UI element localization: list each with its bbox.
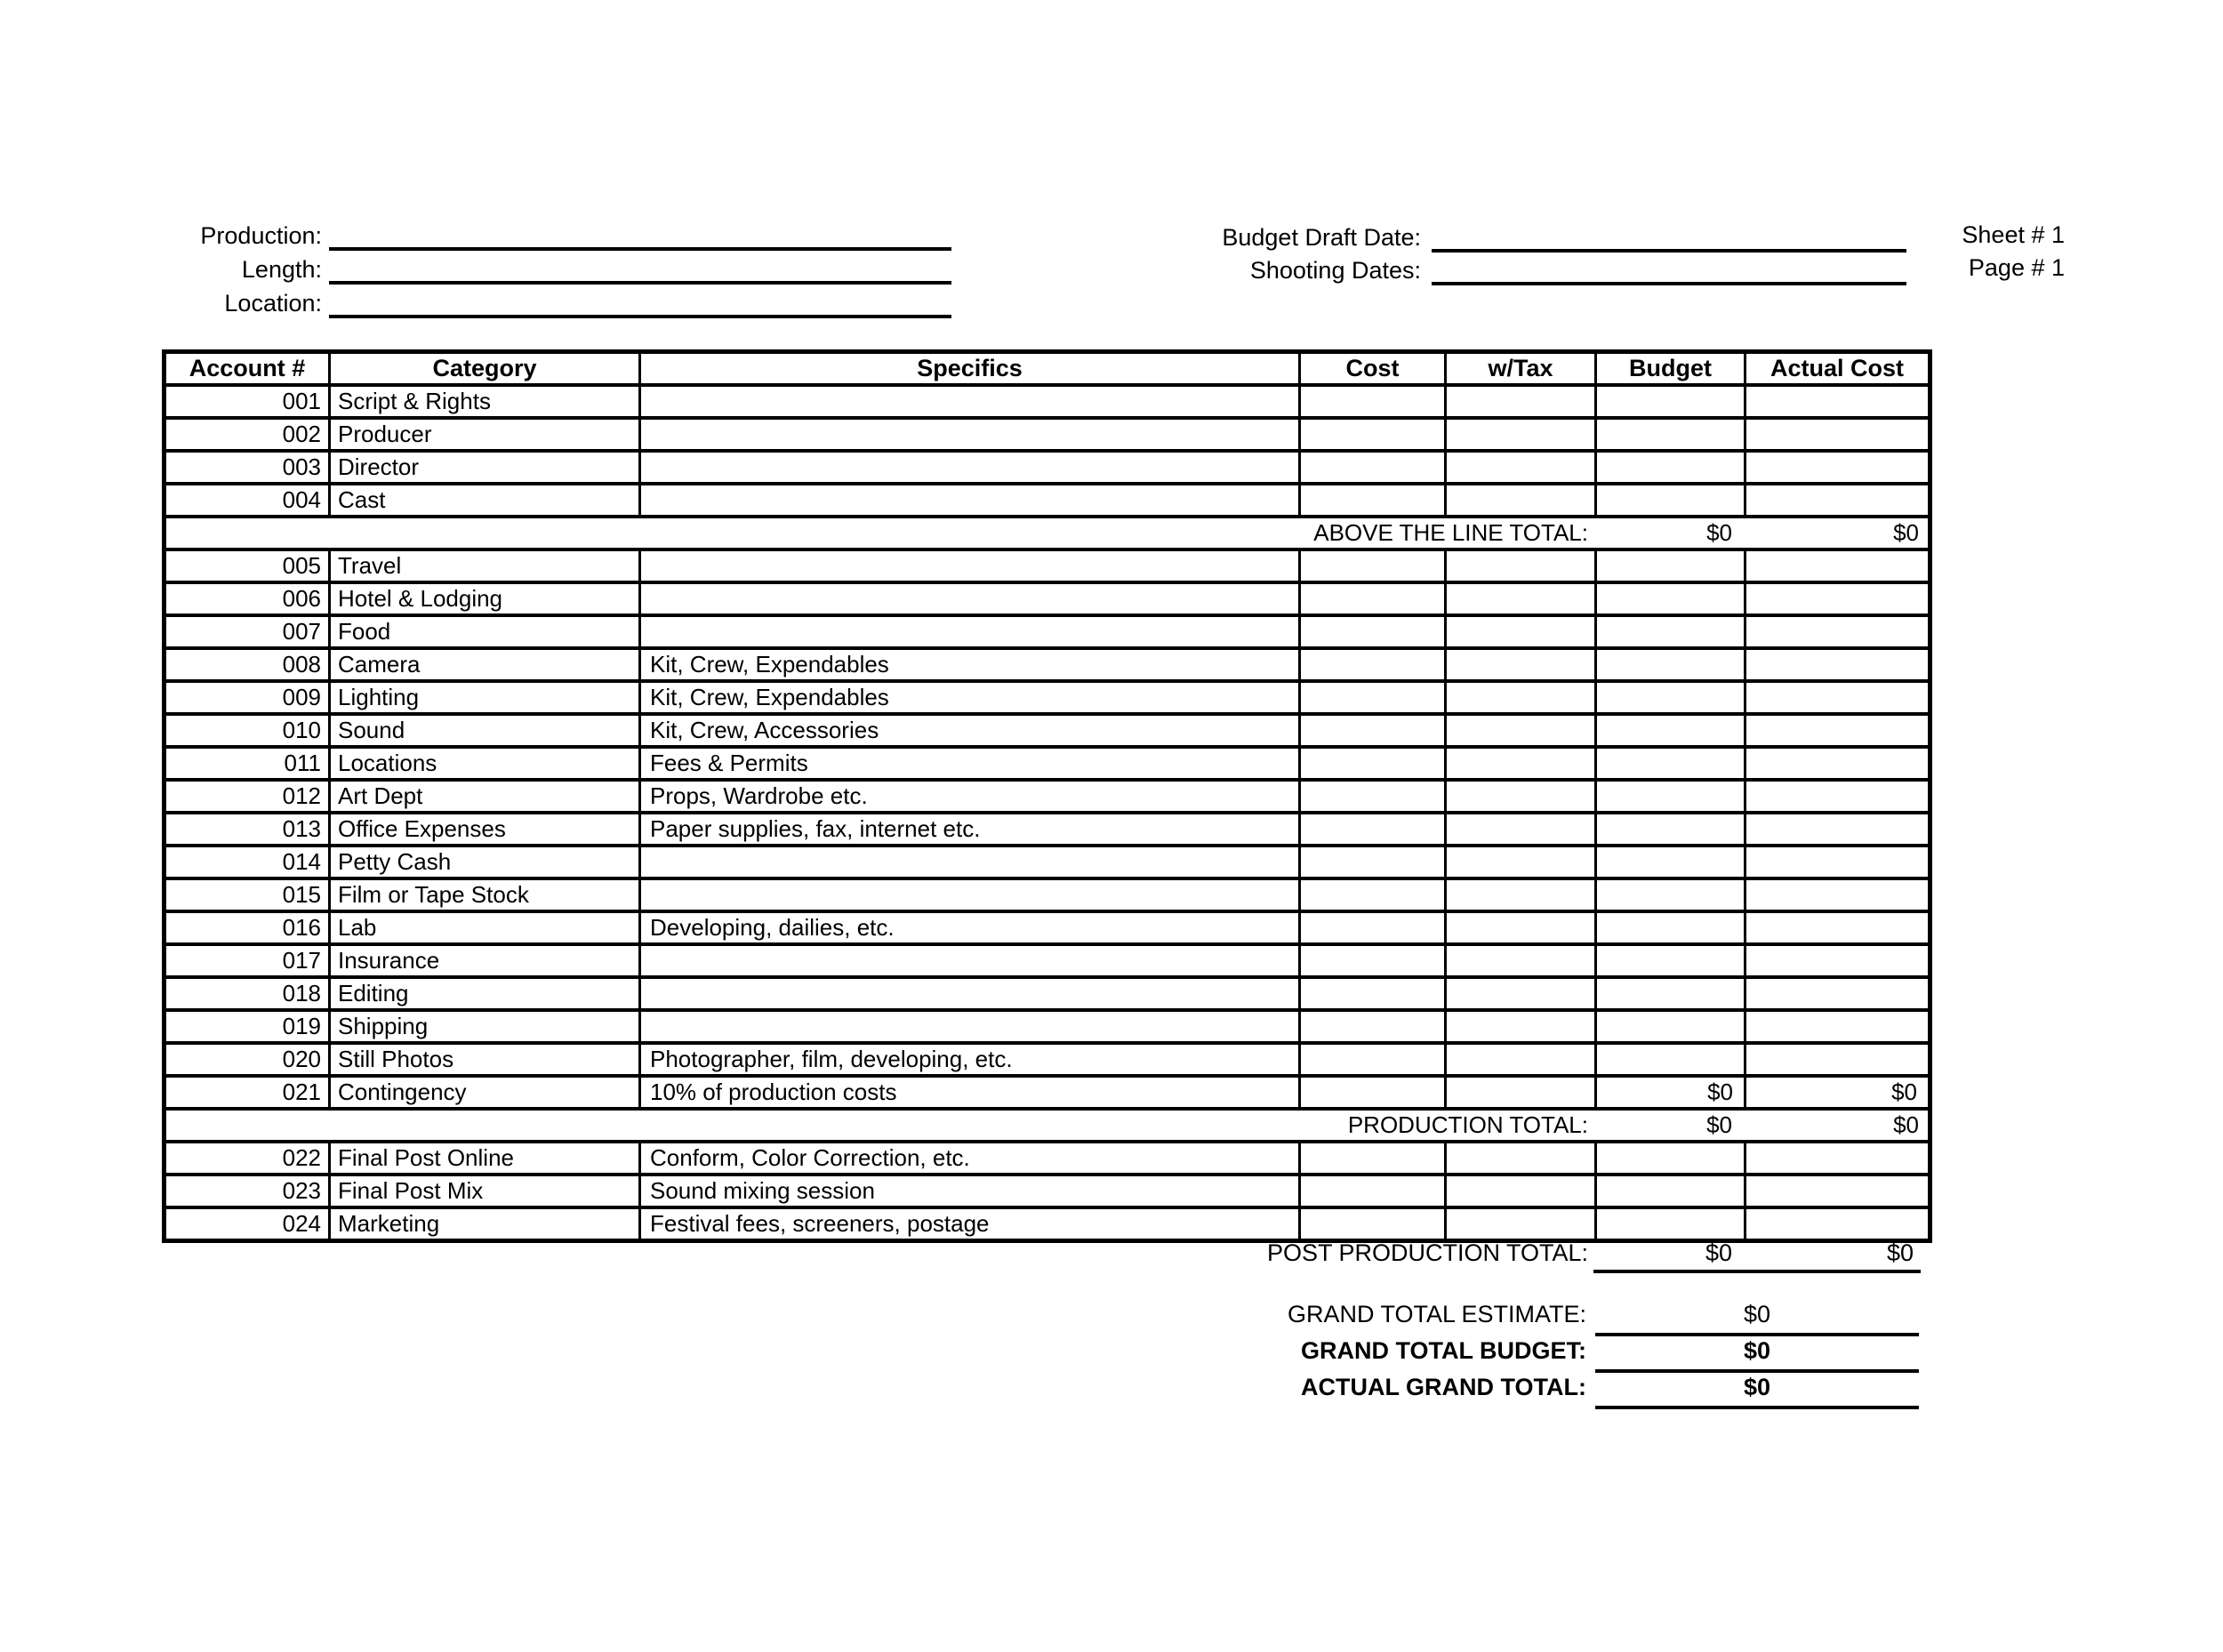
budget-line-item-row (165, 747, 1930, 780)
section-total-label: PRODUCTION TOTAL: (1347, 1111, 1588, 1138)
wtax-cell (1446, 451, 1596, 484)
wtax-cell (1446, 615, 1596, 648)
category-cell: Office Expenses (330, 813, 640, 846)
column-header-account: Account # (165, 352, 330, 386)
budget-cell (1596, 714, 1745, 747)
cost-cell (1300, 977, 1446, 1010)
wtax-cell (1446, 878, 1596, 911)
category-cell: Contingency (330, 1076, 640, 1109)
cost-cell (1300, 1043, 1446, 1076)
specifics-cell (640, 977, 1300, 1010)
cost-cell (1300, 911, 1446, 944)
section-total-label: ABOVE THE LINE TOTAL: (1313, 519, 1588, 546)
specifics-cell (640, 615, 1300, 648)
budget-line-item-row (165, 878, 1930, 911)
budget-line-item-row (165, 911, 1930, 944)
category-cell: Cast (330, 484, 640, 517)
wtax-cell (1446, 714, 1596, 747)
category-cell: Producer (330, 418, 640, 451)
category-cell: Travel (330, 549, 640, 582)
budget-line-item-row (165, 813, 1930, 846)
cost-cell (1300, 549, 1446, 582)
budget-line-item-row (165, 846, 1930, 878)
account-number-cell: 003 (165, 451, 330, 484)
specifics-cell: 10% of production costs (640, 1076, 1300, 1109)
actual-cost-cell (1745, 418, 1930, 451)
cost-cell (1300, 714, 1446, 747)
category-cell: Lab (330, 911, 640, 944)
specifics-cell: Kit, Crew, Accessories (640, 714, 1300, 747)
specifics-cell (640, 582, 1300, 615)
location-label: Location: (224, 290, 322, 317)
grand-total-estimate-label: GRAND TOTAL ESTIMATE: (1287, 1301, 1586, 1327)
budget-cell (1596, 418, 1745, 451)
wtax-cell (1446, 1142, 1596, 1175)
account-number-cell: 002 (165, 418, 330, 451)
length-fill-line (329, 251, 951, 285)
account-number-cell: 012 (165, 780, 330, 813)
specifics-cell (640, 1010, 1300, 1043)
budget-cell: $0 (1596, 1076, 1745, 1109)
budget-cell (1596, 681, 1745, 714)
wtax-cell (1446, 681, 1596, 714)
actual-grand-total-label: ACTUAL GRAND TOTAL: (1301, 1374, 1586, 1400)
cost-cell (1300, 1175, 1446, 1207)
table-header-row (165, 352, 1930, 386)
section-total-budget-value: $0 (1706, 519, 1732, 546)
wtax-cell (1446, 1076, 1596, 1109)
actual-grand-total-row (162, 1373, 1928, 1409)
budget-cell (1596, 878, 1745, 911)
grand-total-estimate-value: $0 (1595, 1300, 1919, 1336)
budget-line-item-row (165, 714, 1930, 747)
specifics-cell: Props, Wardrobe etc. (640, 780, 1300, 813)
column-header-budget: Budget (1596, 352, 1745, 386)
section-total-actual-value: $0 (1893, 519, 1919, 546)
specifics-cell (640, 878, 1300, 911)
specifics-cell: Developing, dailies, etc. (640, 911, 1300, 944)
cost-cell (1300, 582, 1446, 615)
section-total-row (165, 1109, 1930, 1142)
grand-total-budget-row (162, 1336, 1928, 1373)
budget-line-item-row (165, 780, 1930, 813)
budget-table (162, 349, 1932, 1243)
budget-cell (1596, 1043, 1745, 1076)
budget-line-item-row (165, 385, 1930, 418)
cost-cell (1300, 681, 1446, 714)
actual-cost-cell (1745, 1142, 1930, 1175)
shooting-dates-field (1156, 252, 1906, 285)
specifics-cell: Photographer, film, developing, etc. (640, 1043, 1300, 1076)
wtax-cell (1446, 1207, 1596, 1241)
category-cell: Petty Cash (330, 846, 640, 878)
budget-cell (1596, 648, 1745, 681)
location-fill-line (329, 285, 951, 318)
account-number-cell: 018 (165, 977, 330, 1010)
budget-line-item-row (165, 484, 1930, 517)
column-header-cost: Cost (1300, 352, 1446, 386)
actual-cost-cell (1745, 846, 1930, 878)
column-header-category: Category (330, 352, 640, 386)
actual-cost-cell (1745, 780, 1930, 813)
budget-draft-date-fill-line (1432, 219, 1906, 253)
category-cell: Final Post Online (330, 1142, 640, 1175)
account-number-cell: 006 (165, 582, 330, 615)
budget-cell (1596, 1207, 1745, 1241)
post-production-total-underline (1593, 1241, 1921, 1273)
cost-cell (1300, 747, 1446, 780)
specifics-cell: Festival fees, screeners, postage (640, 1207, 1300, 1241)
account-number-cell: 017 (165, 944, 330, 977)
wtax-cell (1446, 846, 1596, 878)
cost-cell (1300, 813, 1446, 846)
budget-line-item-row (165, 944, 1930, 977)
actual-cost-cell (1745, 714, 1930, 747)
cost-cell (1300, 1010, 1446, 1043)
grand-total-budget-label: GRAND TOTAL BUDGET: (1301, 1337, 1586, 1364)
column-header-specifics: Specifics (640, 352, 1300, 386)
specifics-cell (640, 451, 1300, 484)
wtax-cell (1446, 944, 1596, 977)
wtax-cell (1446, 549, 1596, 582)
category-cell: Editing (330, 977, 640, 1010)
budget-line-item-row (165, 1010, 1930, 1043)
category-cell: Shipping (330, 1010, 640, 1043)
budget-cell (1596, 451, 1745, 484)
section-total-actual-value: $0 (1893, 1111, 1919, 1138)
column-header-actual-cost: Actual Cost (1745, 352, 1930, 386)
actual-cost-cell (1745, 1010, 1930, 1043)
budget-cell (1596, 582, 1745, 615)
shooting-dates-label: Shooting Dates: (1249, 257, 1421, 284)
specifics-cell (640, 846, 1300, 878)
category-cell: Marketing (330, 1207, 640, 1241)
length-field (133, 251, 951, 285)
account-number-cell: 020 (165, 1043, 330, 1076)
budget-line-item-row (165, 977, 1930, 1010)
budget-cell (1596, 911, 1745, 944)
budget-line-item-row (165, 1175, 1930, 1207)
specifics-cell: Fees & Permits (640, 747, 1300, 780)
wtax-cell (1446, 813, 1596, 846)
account-number-cell: 021 (165, 1076, 330, 1109)
specifics-cell (640, 418, 1300, 451)
actual-cost-cell (1745, 911, 1930, 944)
page-number: Page # 1 (1968, 254, 2065, 281)
account-number-cell: 019 (165, 1010, 330, 1043)
budget-line-item-row (165, 582, 1930, 615)
category-cell: Camera (330, 648, 640, 681)
actual-cost-cell (1745, 813, 1930, 846)
budget-cell (1596, 1142, 1745, 1175)
actual-cost-cell (1745, 549, 1930, 582)
section-total-row (165, 517, 1930, 549)
specifics-cell: Kit, Crew, Expendables (640, 681, 1300, 714)
cost-cell (1300, 615, 1446, 648)
cost-cell (1300, 1076, 1446, 1109)
category-cell: Director (330, 451, 640, 484)
budget-cell (1596, 385, 1745, 418)
production-field (133, 217, 951, 251)
category-cell: Art Dept (330, 780, 640, 813)
budget-line-item-row (165, 418, 1930, 451)
cost-cell (1300, 648, 1446, 681)
grand-total-budget-value: $0 (1595, 1336, 1919, 1373)
wtax-cell (1446, 418, 1596, 451)
actual-cost-cell (1745, 484, 1930, 517)
wtax-cell (1446, 385, 1596, 418)
shooting-dates-fill-line (1432, 252, 1906, 285)
specifics-cell (640, 385, 1300, 418)
category-cell: Sound (330, 714, 640, 747)
account-number-cell: 024 (165, 1207, 330, 1241)
category-cell: Food (330, 615, 640, 648)
budget-draft-date-field (1156, 219, 1906, 253)
post-production-total-label: POST PRODUCTION TOTAL: (1266, 1239, 1588, 1266)
wtax-cell (1446, 780, 1596, 813)
actual-cost-cell (1745, 1207, 1930, 1241)
cost-cell (1300, 1142, 1446, 1175)
wtax-cell (1446, 648, 1596, 681)
section-total-budget-value: $0 (1706, 1111, 1732, 1138)
account-number-cell: 015 (165, 878, 330, 911)
actual-cost-cell (1745, 944, 1930, 977)
actual-grand-total-value: $0 (1595, 1373, 1919, 1409)
grand-totals-block (162, 1300, 1928, 1409)
cost-cell (1300, 1207, 1446, 1241)
production-label: Production: (200, 222, 322, 249)
budget-cell (1596, 549, 1745, 582)
wtax-cell (1446, 1010, 1596, 1043)
actual-cost-cell (1745, 878, 1930, 911)
cost-cell (1300, 451, 1446, 484)
account-number-cell: 008 (165, 648, 330, 681)
account-number-cell: 005 (165, 549, 330, 582)
category-cell: Locations (330, 747, 640, 780)
post-production-total-row (162, 1241, 1928, 1273)
budget-cell (1596, 484, 1745, 517)
category-cell: Lighting (330, 681, 640, 714)
actual-cost-cell: $0 (1745, 1076, 1930, 1109)
location-field (133, 285, 951, 318)
cost-cell (1300, 780, 1446, 813)
account-number-cell: 009 (165, 681, 330, 714)
grand-total-estimate-row (162, 1300, 1928, 1336)
cost-cell (1300, 944, 1446, 977)
actual-cost-cell (1745, 1175, 1930, 1207)
wtax-cell (1446, 977, 1596, 1010)
actual-cost-cell (1745, 1043, 1930, 1076)
account-number-cell: 013 (165, 813, 330, 846)
specifics-cell: Conform, Color Correction, etc. (640, 1142, 1300, 1175)
post-production-total-budget-value: $0 (1705, 1239, 1732, 1266)
account-number-cell: 004 (165, 484, 330, 517)
budget-cell (1596, 1010, 1745, 1043)
specifics-cell (640, 944, 1300, 977)
budget-line-item-row (165, 648, 1930, 681)
wtax-cell (1446, 1043, 1596, 1076)
cost-cell (1300, 846, 1446, 878)
specifics-cell: Kit, Crew, Expendables (640, 648, 1300, 681)
production-fill-line (329, 217, 951, 251)
actual-cost-cell (1745, 615, 1930, 648)
account-number-cell: 011 (165, 747, 330, 780)
post-production-total-actual-value: $0 (1886, 1239, 1914, 1266)
account-number-cell: 016 (165, 911, 330, 944)
actual-cost-cell (1745, 681, 1930, 714)
budget-line-item-row (165, 1043, 1930, 1076)
budget-line-item-row (165, 1076, 1930, 1109)
budget-line-item-row (165, 1142, 1930, 1175)
budget-cell (1596, 780, 1745, 813)
cost-cell (1300, 878, 1446, 911)
account-number-cell: 001 (165, 385, 330, 418)
budget-line-item-row (165, 681, 1930, 714)
account-number-cell: 014 (165, 846, 330, 878)
actual-cost-cell (1745, 385, 1930, 418)
account-number-cell: 010 (165, 714, 330, 747)
column-header-wtax: w/Tax (1446, 352, 1596, 386)
budget-cell (1596, 944, 1745, 977)
account-number-cell: 022 (165, 1142, 330, 1175)
actual-cost-cell (1745, 747, 1930, 780)
budget-cell (1596, 813, 1745, 846)
cost-cell (1300, 418, 1446, 451)
category-cell: Film or Tape Stock (330, 878, 640, 911)
specifics-cell (640, 549, 1300, 582)
budget-cell (1596, 1175, 1745, 1207)
actual-cost-cell (1745, 648, 1930, 681)
account-number-cell: 023 (165, 1175, 330, 1207)
budget-draft-date-label: Budget Draft Date: (1222, 224, 1421, 251)
category-cell: Hotel & Lodging (330, 582, 640, 615)
budget-cell (1596, 977, 1745, 1010)
budget-cell (1596, 615, 1745, 648)
specifics-cell: Paper supplies, fax, internet etc. (640, 813, 1300, 846)
budget-line-item-row (165, 451, 1930, 484)
account-number-cell: 007 (165, 615, 330, 648)
budget-line-item-row (165, 1207, 1930, 1241)
sheet-number: Sheet # 1 (1962, 221, 2065, 248)
cost-cell (1300, 385, 1446, 418)
budget-cell (1596, 846, 1745, 878)
budget-line-item-row (165, 615, 1930, 648)
category-cell: Script & Rights (330, 385, 640, 418)
specifics-cell (640, 484, 1300, 517)
budget-table-body (165, 385, 1930, 1241)
budget-cell (1596, 747, 1745, 780)
actual-cost-cell (1745, 451, 1930, 484)
wtax-cell (1446, 484, 1596, 517)
specifics-cell: Sound mixing session (640, 1175, 1300, 1207)
category-cell: Insurance (330, 944, 640, 977)
budget-line-item-row (165, 549, 1930, 582)
category-cell: Final Post Mix (330, 1175, 640, 1207)
wtax-cell (1446, 582, 1596, 615)
category-cell: Still Photos (330, 1043, 640, 1076)
length-label: Length: (241, 256, 322, 283)
wtax-cell (1446, 911, 1596, 944)
wtax-cell (1446, 1175, 1596, 1207)
cost-cell (1300, 484, 1446, 517)
actual-cost-cell (1745, 977, 1930, 1010)
actual-cost-cell (1745, 582, 1930, 615)
wtax-cell (1446, 747, 1596, 780)
